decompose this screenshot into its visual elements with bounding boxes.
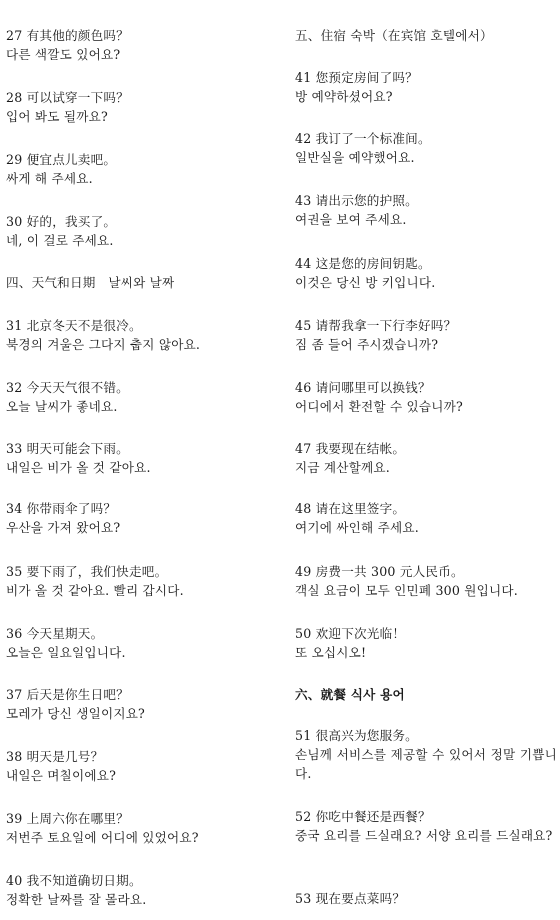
- chinese-phrase: 40 我不知道确切日期。: [6, 873, 142, 888]
- chinese-phrase: 44 这是您的房间钥匙。: [295, 256, 431, 271]
- phrase-entry: [295, 68, 557, 106]
- phrase-entry: [6, 562, 276, 600]
- chinese-phrase: 43 请出示您的护照。: [295, 193, 418, 208]
- korean-translation: 방 예약하셨어요?: [295, 89, 393, 104]
- phrase-entry: [6, 871, 276, 909]
- phrase-entry: [295, 499, 557, 537]
- chinese-phrase: 42 我订了一个标准间。: [295, 131, 431, 146]
- phrase-entry: [6, 439, 276, 477]
- chinese-phrase: 51 很高兴为您服务。: [295, 728, 418, 743]
- phrase-entry: [295, 624, 557, 662]
- korean-translation: 오늘은 일요일입니다.: [6, 645, 126, 660]
- phrase-entry: [295, 726, 557, 783]
- chinese-phrase: 34 你带雨伞了吗？: [6, 501, 117, 516]
- korean-translation: 내일은 비가 올 것 같아요.: [6, 460, 151, 475]
- chinese-phrase: 48 请在这里签字。: [295, 501, 406, 516]
- phrase-entry: [6, 809, 276, 847]
- phrase-entry: [6, 26, 276, 64]
- korean-translation: 정확한 날짜를 잘 몰라요.: [6, 892, 147, 907]
- korean-translation: 일반실을 예약했어요.: [295, 150, 415, 165]
- korean-translation: 객실 요금이 모두 인민폐 300 원입니다.: [295, 583, 518, 598]
- phrase-entry: [6, 88, 276, 126]
- chinese-phrase: 36 今天星期天。: [6, 626, 104, 641]
- phrase-entry: [6, 378, 276, 416]
- korean-translation: 북경의 겨울은 그다지 춥지 않아요.: [6, 337, 201, 352]
- phrase-entry: [6, 624, 276, 662]
- chinese-phrase: 47 我要现在结帐。: [295, 441, 406, 456]
- korean-translation: 모레가 당신 생일이지요?: [6, 706, 146, 721]
- phrase-entry: [295, 254, 557, 292]
- chinese-phrase: 39 上周六你在哪里？: [6, 811, 129, 826]
- section-heading: 六、就餐 식사 용어: [295, 687, 405, 702]
- section-heading: 五、住宿 숙박（在宾馆 호텔에서）: [295, 28, 493, 43]
- korean-translation: 짐 좀 들어 주시겠습니까?: [295, 337, 439, 352]
- korean-translation: 여권을 보여 주세요.: [295, 212, 407, 227]
- chinese-phrase: 50 欢迎下次光临！: [295, 626, 406, 641]
- chinese-phrase: 53 现在要点菜吗？: [295, 891, 406, 906]
- phrase-entry: [6, 685, 276, 723]
- phrase-entry: [6, 747, 276, 785]
- phrase-entry: [295, 562, 557, 600]
- korean-translation: 입어 봐도 될까요?: [6, 109, 108, 124]
- korean-translation: 내일은 며칠이에요?: [6, 768, 117, 783]
- chinese-phrase: 28 可以试穿一下吗？: [6, 90, 129, 105]
- chinese-phrase: 27 有其他的颜色吗？: [6, 28, 129, 43]
- phrase-entry: [295, 191, 557, 229]
- korean-translation: 여기에 싸인해 주세요.: [295, 520, 419, 535]
- phrase-entry: [295, 807, 557, 845]
- chinese-phrase: 46 请问哪里可以换钱？: [295, 380, 431, 395]
- korean-translation: 이것은 당신 방 키입니다.: [295, 275, 436, 290]
- chinese-phrase: 35 要下雨了，我们快走吧。: [6, 564, 168, 579]
- chinese-phrase: 30 好的，我买了。: [6, 214, 117, 229]
- chinese-phrase: 33 明天可能会下雨。: [6, 441, 129, 456]
- korean-translation: 손님께 서비스를 제공할 수 있어서 정말 기쁩니다.: [295, 747, 557, 781]
- korean-translation: 중국 요리를 드실래요? 서양 요리를 드실래요?: [295, 828, 553, 843]
- chinese-phrase: 45 请帮我拿一下行李好吗？: [295, 318, 457, 333]
- chinese-phrase: 31 北京冬天不是很冷。: [6, 318, 142, 333]
- phrase-entry: [6, 150, 276, 188]
- section-heading: 四、天气和日期 날씨와 날짜: [6, 275, 175, 290]
- chinese-phrase: 52 你吃中餐还是西餐？: [295, 809, 431, 824]
- korean-translation: 지금 계산할께요.: [295, 460, 390, 475]
- korean-translation: 네, 이 걸로 주세요.: [6, 233, 114, 248]
- korean-translation: 저번주 토요일에 어디에 있었어요?: [6, 830, 199, 845]
- korean-translation: 우산을 가져 왔어요?: [6, 520, 121, 535]
- chinese-phrase: 49 房费一共 300 元人民币。: [295, 564, 464, 579]
- korean-translation: 비가 올 것 같아요. 빨리 갑시다.: [6, 583, 184, 598]
- korean-translation: 싸게 해 주세요.: [6, 171, 93, 186]
- korean-translation: 어디에서 환전할 수 있습니까?: [295, 399, 463, 414]
- phrase-entry: [6, 499, 276, 537]
- phrase-entry: [6, 316, 276, 354]
- phrase-entry: [295, 129, 557, 167]
- chinese-phrase: 38 明天是几号？: [6, 749, 104, 764]
- phrase-entry: [295, 889, 557, 908]
- chinese-phrase: 37 后天是你生日吧？: [6, 687, 129, 702]
- phrase-entry: [6, 212, 276, 250]
- korean-translation: 다른 색깔도 있어요?: [6, 47, 121, 62]
- chinese-phrase: 32 今天天气很不错。: [6, 380, 129, 395]
- phrase-entry: [295, 316, 557, 354]
- phrase-entry: [295, 378, 557, 416]
- chinese-phrase: 41 您预定房间了吗？: [295, 70, 418, 85]
- phrase-entry: [295, 439, 557, 477]
- korean-translation: 오늘 날씨가 좋네요.: [6, 399, 118, 414]
- korean-translation: 또 오십시오!: [295, 645, 367, 660]
- chinese-phrase: 29 便宜点儿卖吧。: [6, 152, 117, 167]
